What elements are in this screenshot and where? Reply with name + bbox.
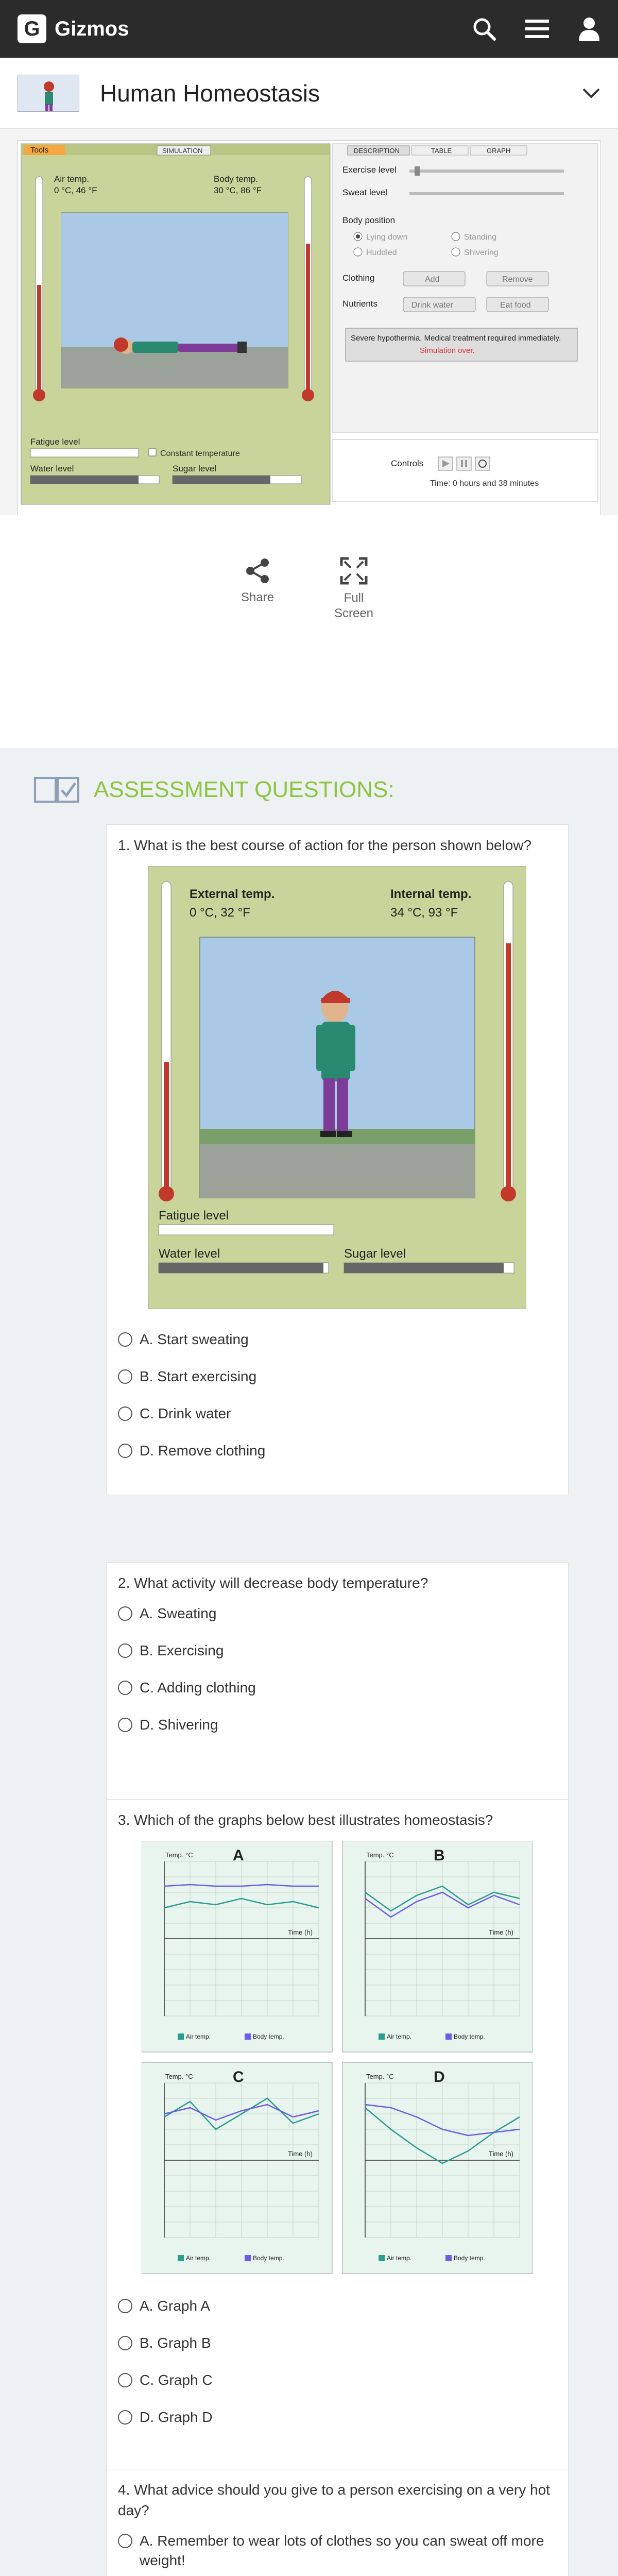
- body-temp-value: 30 °C, 86 °F: [214, 185, 262, 195]
- svg-text:Drink water: Drink water: [411, 301, 453, 310]
- reset-button[interactable]: [475, 457, 490, 470]
- radio-icon[interactable]: [118, 1718, 132, 1732]
- option-3a[interactable]: A. Graph A: [118, 2296, 557, 2316]
- lesson-thumbnail: [18, 75, 79, 112]
- svg-text:SIMULATION: SIMULATION: [162, 147, 203, 155]
- radio-icon[interactable]: [118, 2410, 132, 2425]
- option-2c[interactable]: C. Adding clothing: [118, 1678, 557, 1698]
- svg-text:GRAPH: GRAPH: [487, 147, 511, 155]
- graph-letter: C: [233, 2069, 244, 2086]
- body-temp-label: Body temp.: [214, 174, 258, 184]
- checklist-icon: [34, 776, 79, 804]
- constant-temp-checkbox[interactable]: [149, 449, 156, 456]
- tab-graph[interactable]: [470, 146, 527, 155]
- nutrients-label: Nutrients: [342, 299, 378, 309]
- svg-text:Body temp.: Body temp.: [253, 2255, 284, 2262]
- option-4a[interactable]: A. Remember to wear lots of clothes so you can sweat off more weight!: [118, 2531, 557, 2570]
- simulation-preview[interactable]: [18, 140, 600, 532]
- assessment-section: [0, 748, 618, 2576]
- gizmos-logo[interactable]: [18, 14, 129, 43]
- controls-label: Controls: [391, 459, 424, 468]
- svg-text:Add: Add: [425, 275, 440, 284]
- share-icon: [243, 556, 272, 585]
- internal-temp-label: Internal temp.: [390, 887, 472, 901]
- svg-text:Tools: Tools: [30, 146, 49, 155]
- svg-text:Severe hypothermia. Medical tr: [351, 334, 561, 343]
- alert-box: [346, 328, 577, 361]
- sugar-label: Sugar level: [173, 464, 217, 473]
- tools-button[interactable]: [24, 145, 65, 155]
- svg-text:Shivering: Shivering: [464, 248, 499, 257]
- tab-table[interactable]: [411, 146, 468, 155]
- question-2-text: 2. What activity will decrease body temperature?: [118, 1575, 428, 1591]
- graph-letter: D: [434, 2069, 445, 2086]
- sweat-level-label: Sweat level: [342, 188, 387, 197]
- gizmos-g-icon: G: [18, 14, 46, 43]
- graph-c: [142, 2062, 332, 2274]
- menu-icon[interactable]: [525, 19, 549, 39]
- graph-time-label: Time (h): [288, 1928, 313, 1936]
- chevron-down-icon[interactable]: [582, 87, 600, 99]
- radio-icon[interactable]: [118, 1332, 132, 1347]
- radio-shivering[interactable]: [452, 248, 460, 256]
- question-2: [106, 1562, 569, 1809]
- svg-text:Huddled: Huddled: [366, 248, 397, 257]
- pause-button[interactable]: [457, 457, 471, 470]
- lesson-title: Human Homeostasis: [100, 79, 320, 107]
- external-temp-value: 0 °C, 32 °F: [190, 906, 250, 920]
- external-temp-label: External temp.: [190, 887, 275, 901]
- option-1b[interactable]: B. Start exercising: [118, 1367, 557, 1386]
- question-1-figure: [148, 866, 526, 1309]
- option-3d[interactable]: D. Graph D: [118, 2408, 557, 2427]
- question-3-text: 3. Which of the graphs below best illustrates homeostasis?: [118, 1812, 493, 1828]
- water-label: Water level: [30, 464, 74, 473]
- svg-text:TABLE: TABLE: [431, 147, 452, 155]
- graphs-figure: [142, 1841, 533, 2279]
- option-3c[interactable]: C. Graph C: [118, 2370, 557, 2390]
- graph-time-label: Time (h): [489, 1928, 513, 1936]
- add-clothing-button[interactable]: [403, 272, 465, 286]
- search-icon[interactable]: [472, 16, 496, 41]
- question-4-text: 4. What advice should you give to a person exercising on a very hot day?: [118, 2482, 550, 2518]
- option-1a[interactable]: A. Start sweating: [118, 1330, 557, 1349]
- svg-text:DESCRIPTION: DESCRIPTION: [354, 147, 400, 155]
- clothing-label: Clothing: [342, 273, 375, 283]
- graph-d: [342, 2062, 533, 2274]
- svg-text:Remove: Remove: [502, 275, 533, 284]
- radio-icon[interactable]: [118, 2534, 132, 2548]
- internal-temp-value: 34 °C, 93 °F: [390, 906, 458, 920]
- brand-name: Gizmos: [55, 17, 129, 40]
- option-2b[interactable]: B. Exercising: [118, 1641, 557, 1660]
- option-3b[interactable]: B. Graph B: [118, 2333, 557, 2353]
- constant-temp-label: Constant temperature: [160, 449, 240, 458]
- lesson-bar: [0, 58, 618, 129]
- air-temp-label: Air temp.: [54, 174, 90, 184]
- sugar-label: Sugar level: [344, 1247, 406, 1261]
- radio-icon[interactable]: [118, 1606, 132, 1621]
- body-position-label: Body position: [342, 215, 396, 225]
- question-4: [106, 2469, 569, 2576]
- radio-icon[interactable]: [118, 1369, 132, 1384]
- exercise-slider[interactable]: [409, 170, 564, 173]
- question-1: [106, 824, 569, 1495]
- radio-icon[interactable]: [118, 2299, 132, 2313]
- exercise-level-label: Exercise level: [342, 165, 397, 175]
- graph-axis-label: Temp. °C: [366, 1851, 394, 1859]
- assessment-title: ASSESSMENT QUESTIONS:: [94, 777, 394, 802]
- fullscreen-icon: [339, 556, 368, 585]
- graph-letter: A: [233, 1847, 244, 1864]
- svg-text:Air temp.: Air temp.: [387, 2255, 412, 2262]
- svg-text:Standing: Standing: [464, 233, 497, 242]
- graph-time-label: Time (h): [489, 2150, 513, 2158]
- svg-text:Lying down: Lying down: [366, 233, 408, 242]
- content-background: [0, 515, 618, 748]
- option-2a[interactable]: A. Sweating: [118, 1604, 557, 1623]
- svg-text:Eat food: Eat food: [500, 301, 531, 310]
- question-1-text: 1. What is the best course of action for the person shown below?: [118, 837, 532, 853]
- radio-huddled[interactable]: [354, 248, 362, 256]
- fatigue-label: Fatigue level: [159, 1209, 229, 1223]
- svg-text:Body temp.: Body temp.: [454, 2255, 485, 2262]
- fatigue-label: Fatigue level: [30, 437, 80, 447]
- alert-text: Severe hypothermia. Medical treatment required immediately.: [351, 334, 561, 343]
- top-navbar: [0, 0, 618, 58]
- water-label: Water level: [159, 1247, 220, 1261]
- eat-food-button[interactable]: [487, 297, 548, 312]
- sim-over-text: Simulation over.: [420, 346, 475, 355]
- svg-text:Air temp.: Air temp.: [387, 2033, 412, 2040]
- air-temp-value: 0 °C, 46 °F: [54, 185, 97, 195]
- radio-icon[interactable]: [118, 1643, 132, 1658]
- full-screen-button[interactable]: Full Screen: [331, 556, 377, 621]
- svg-text:Air temp.: Air temp.: [186, 2255, 211, 2262]
- share-button[interactable]: Share: [241, 556, 274, 621]
- graph-axis-label: Temp. °C: [366, 2073, 394, 2080]
- radio-icon[interactable]: [118, 2336, 132, 2350]
- graph-time-label: Time (h): [288, 2150, 313, 2158]
- option-1d[interactable]: D. Remove clothing: [118, 1441, 557, 1461]
- drink-water-button[interactable]: [403, 297, 475, 312]
- option-2d[interactable]: D. Shivering: [118, 1715, 557, 1735]
- radio-icon[interactable]: [118, 1406, 132, 1421]
- graph-a: [142, 1841, 332, 2052]
- tab-simulation[interactable]: [157, 146, 211, 155]
- radio-standing[interactable]: [452, 232, 460, 241]
- graph-b: [342, 1841, 533, 2052]
- tab-description[interactable]: [348, 146, 409, 155]
- svg-text:Air temp.: Air temp.: [186, 2033, 211, 2040]
- graph-axis-label: Temp. °C: [165, 1851, 193, 1859]
- question-3: [106, 1799, 569, 2526]
- graph-letter: B: [434, 1847, 445, 1864]
- option-1c[interactable]: C. Drink water: [118, 1404, 557, 1423]
- fatigue-bar: [30, 449, 139, 457]
- radio-icon[interactable]: [118, 2373, 132, 2387]
- svg-text:Body temp.: Body temp.: [454, 2033, 485, 2040]
- graph-axis-label: Temp. °C: [165, 2073, 193, 2080]
- user-icon[interactable]: [578, 16, 600, 41]
- remove-clothing-button[interactable]: [487, 272, 548, 286]
- svg-text:Body temp.: Body temp.: [253, 2033, 284, 2040]
- time-readout: Time: 0 hours and 38 minutes: [430, 479, 539, 488]
- radio-icon[interactable]: [118, 1681, 132, 1695]
- radio-icon[interactable]: [118, 1444, 132, 1458]
- sweat-slider: [409, 192, 564, 195]
